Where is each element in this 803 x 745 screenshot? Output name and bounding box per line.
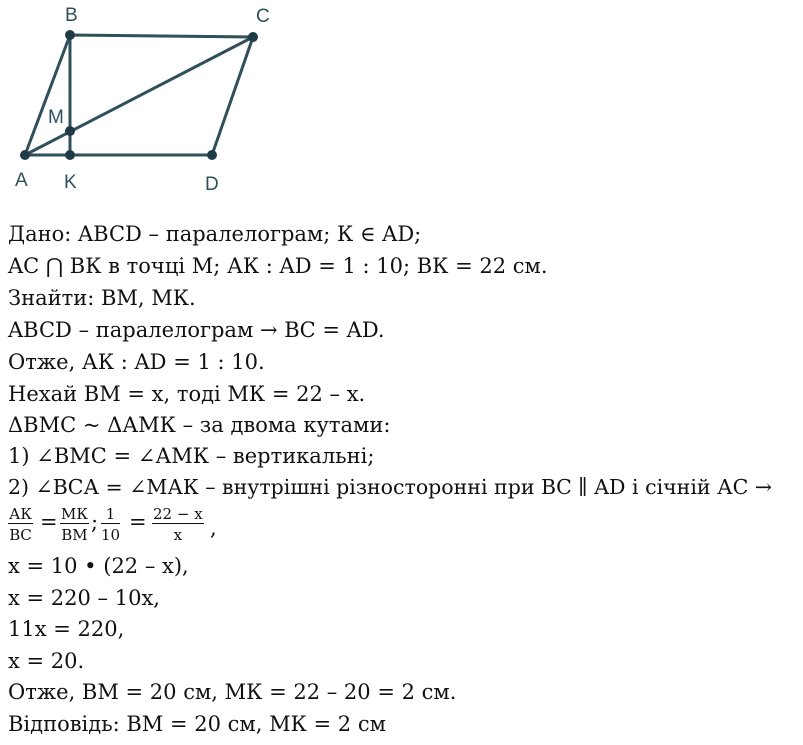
fraction-denominator: ВМ [61, 526, 88, 544]
solution-line-6: 2) ∠ВСА = ∠МАК – внутрішні різносторонні при ВС ∥ AD і січній АС → [8, 475, 772, 499]
fraction-denominator: x [173, 526, 183, 544]
fraction-22-minus-x-over-x [152, 506, 204, 543]
label-c: C [256, 6, 270, 27]
find-line: Знайти: ВМ, МК. [8, 286, 196, 310]
label-k: K [64, 172, 77, 193]
solution-line-5: 1) ∠ВМС = ∠АМК – вертикальні; [8, 444, 375, 468]
conclusion-line: Отже, ВМ = 20 см, МК = 22 – 20 = 2 см. [8, 680, 457, 704]
fraction-numerator: МК [61, 505, 88, 523]
answer-line: Відповідь: ВМ = 20 см, МК = 2 см [8, 712, 386, 736]
point-d [207, 150, 217, 160]
fraction-numerator: АК [9, 505, 32, 523]
comma: , [210, 516, 217, 540]
equation-line-4: х = 20. [8, 649, 85, 673]
point-c [248, 32, 258, 42]
equation-line-1: х = 10 • (22 – х), [8, 554, 189, 578]
fraction-numerator: 22 − x [153, 505, 203, 523]
equation-line-3: 11х = 220, [8, 617, 125, 641]
fraction-denominator: ВС [9, 526, 32, 544]
point-k [65, 150, 75, 160]
label-d: D [205, 174, 219, 195]
parallelogram-figure [0, 0, 320, 200]
given-line-2: AC ⋂ ВК в точці М; АК : AD = 1 : 10; ВК = 22 см. [8, 254, 548, 278]
equals-sign: = [40, 510, 58, 534]
point-m [65, 126, 75, 136]
equation-line-2: х = 220 – 10х, [8, 586, 160, 610]
solution-line-4: ΔВМС ~ ΔАМК – за двома кутами: [8, 413, 391, 437]
point-a [20, 150, 30, 160]
fraction-1-10 [101, 506, 120, 543]
fraction-denominator: 10 [101, 526, 121, 544]
fraction-mk-bm [60, 506, 89, 543]
label-m: M [48, 107, 64, 128]
solution-line-3: Нехай ВМ = х, тоді МК = 22 – х. [8, 382, 366, 406]
solution-line-2: Отже, АК : AD = 1 : 10. [8, 350, 265, 374]
fraction-numerator: 1 [101, 506, 120, 524]
point-b [65, 30, 75, 40]
label-b: B [65, 5, 78, 26]
label-a: A [15, 170, 28, 191]
fraction-ak-bc [8, 506, 33, 543]
equals-sign: = [129, 510, 147, 534]
solution-line-1: ABCD – паралелограм → ВС = AD. [8, 318, 385, 342]
given-line-1: Дано: ABCD – паралелограм; К ∈ AD; [8, 222, 422, 246]
separator: ; [91, 510, 99, 534]
